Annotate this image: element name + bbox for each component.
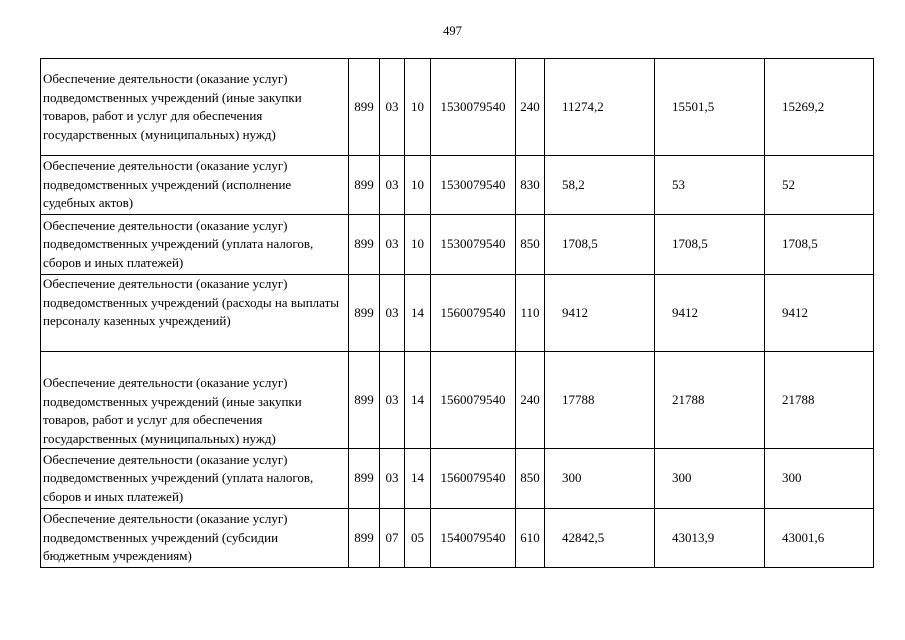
budget-table [40,58,874,568]
amount-year-2: 9412 [655,275,765,352]
row-description: Обеспечение деятельности (оказание услуг) подведомственных учреждений (иные закупки товаров, работ и услуг для обеспечения государственных (муниципальных) нужд) [41,352,349,449]
row-description: Обеспечение деятельности (оказание услуг) подведомственных учреждений (исполнение судебных актов) [41,156,349,215]
amount-year-3: 9412 [765,275,874,352]
expense-type-code: 240 [516,352,545,449]
subsection-code: 10 [405,156,431,215]
section-code: 03 [380,449,405,509]
target-article-code: 1540079540 [431,509,516,568]
subsection-code: 10 [405,215,431,275]
subsection-code: 05 [405,509,431,568]
table-row [41,215,874,275]
ministry-code: 899 [349,509,380,568]
ministry-code: 899 [349,352,380,449]
expense-type-code: 110 [516,275,545,352]
subsection-code: 14 [405,352,431,449]
subsection-code: 14 [405,275,431,352]
table-row [41,156,874,215]
row-description: Обеспечение деятельности (оказание услуг) подведомственных учреждений (расходы на выплаты персоналу казенных учреждений) [41,275,349,352]
amount-year-1: 42842,5 [545,509,655,568]
amount-year-3: 15269,2 [765,59,874,156]
section-code: 03 [380,156,405,215]
amount-year-1: 1708,5 [545,215,655,275]
target-article-code: 1530079540 [431,156,516,215]
amount-year-2: 15501,5 [655,59,765,156]
ministry-code: 899 [349,59,380,156]
expense-type-code: 830 [516,156,545,215]
expense-type-code: 610 [516,509,545,568]
ministry-code: 899 [349,449,380,509]
row-description: Обеспечение деятельности (оказание услуг) подведомственных учреждений (уплата налогов, сборов и иных платежей) [41,449,349,509]
table-row [41,59,874,156]
expense-type-code: 850 [516,215,545,275]
table-row [41,352,874,449]
table-row [41,509,874,568]
ministry-code: 899 [349,275,380,352]
row-description: Обеспечение деятельности (оказание услуг) подведомственных учреждений (иные закупки товаров, работ и услуг для обеспечения государственных (муниципальных) нужд) [41,59,349,156]
ministry-code: 899 [349,215,380,275]
expense-type-code: 240 [516,59,545,156]
amount-year-1: 300 [545,449,655,509]
amount-year-2: 1708,5 [655,215,765,275]
target-article-code: 1560079540 [431,449,516,509]
amount-year-2: 21788 [655,352,765,449]
amount-year-3: 1708,5 [765,215,874,275]
section-code: 07 [380,509,405,568]
subsection-code: 10 [405,59,431,156]
section-code: 03 [380,352,405,449]
amount-year-3: 43001,6 [765,509,874,568]
section-code: 03 [380,215,405,275]
amount-year-1: 9412 [545,275,655,352]
amount-year-2: 300 [655,449,765,509]
page-number: 497 [443,24,462,38]
expense-type-code: 850 [516,449,545,509]
amount-year-1: 58,2 [545,156,655,215]
amount-year-3: 52 [765,156,874,215]
target-article-code: 1530079540 [431,215,516,275]
target-article-code: 1530079540 [431,59,516,156]
section-code: 03 [380,275,405,352]
target-article-code: 1560079540 [431,275,516,352]
amount-year-2: 43013,9 [655,509,765,568]
amount-year-1: 17788 [545,352,655,449]
row-description: Обеспечение деятельности (оказание услуг) подведомственных учреждений (субсидии бюджетным учреждениям) [41,509,349,568]
target-article-code: 1560079540 [431,352,516,449]
table-row [41,449,874,509]
subsection-code: 14 [405,449,431,509]
ministry-code: 899 [349,156,380,215]
amount-year-3: 300 [765,449,874,509]
row-description: Обеспечение деятельности (оказание услуг) подведомственных учреждений (уплата налогов, сборов и иных платежей) [41,215,349,275]
table-row [41,275,874,352]
section-code: 03 [380,59,405,156]
amount-year-2: 53 [655,156,765,215]
amount-year-3: 21788 [765,352,874,449]
amount-year-1: 11274,2 [545,59,655,156]
